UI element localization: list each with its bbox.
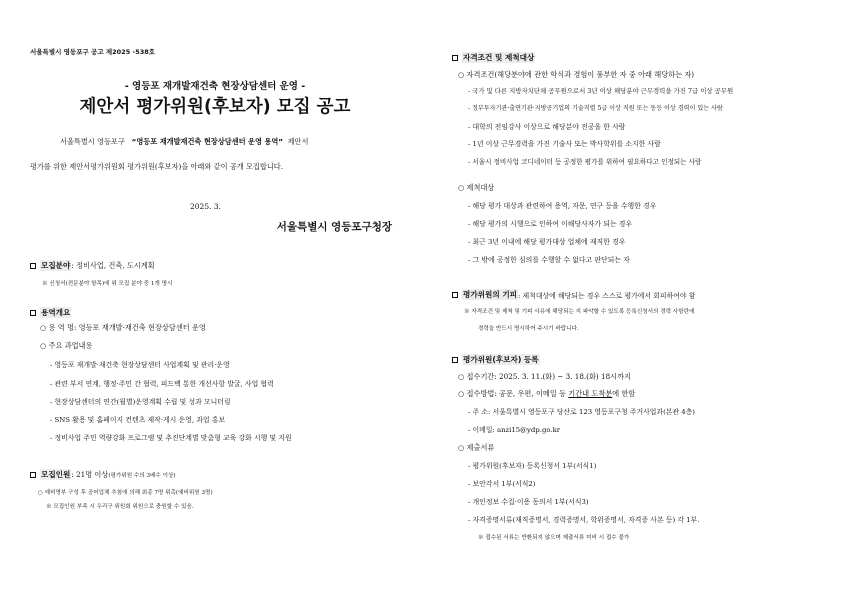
reg-method <box>458 389 635 399</box>
checkbox-square-icon <box>452 55 458 61</box>
reg-email: - 이메일: anzi15@ydp.go.kr <box>468 426 561 434</box>
reg-method-underline: 기간내 도착분 <box>568 389 613 398</box>
doc-item: - 평가위원(후보자) 등록신청서 1부(서식1) <box>468 462 597 470</box>
recruit-count-note-2: ※ 모집인원 부족 시 우리구 위원회 위원으로 충원할 수 있음. <box>46 504 194 510</box>
announce-date: 2025. 3. <box>190 202 222 211</box>
checkbox-square-icon <box>452 357 458 363</box>
reg-method-post: 에 한함 <box>612 389 636 398</box>
checkbox-square-icon <box>30 472 36 478</box>
section-service <box>30 307 71 318</box>
section-value: : 제척대상에 해당되는 경우 스스로 평가에서 회피하여야 함 <box>518 291 696 300</box>
doc-item: - 보안각서 1부(서식2) <box>468 480 536 488</box>
avoidance-note-2: 경력을 반드시 명시하여 주시기 바랍니다. <box>478 326 579 332</box>
excl-title: ○ 제척대상 <box>458 183 495 192</box>
docs-title: ○ 제출서류 <box>458 443 495 452</box>
section-recruit-field <box>30 260 155 271</box>
section-value-small: (평가위원 수의 3배수 이상) <box>108 472 176 479</box>
excl-item: - 해당 평가 대상과 관련하여 용역, 자문, 연구 등을 수행한 경우 <box>468 202 657 210</box>
excl-item: - 그 밖에 공정한 심의를 수행할 수 없다고 판단되는 자 <box>468 256 630 264</box>
cond-item: - 서울시 정비사업 코디네이터 등 공정한 평가를 위하여 필요하다고 인정되는 사람 <box>468 158 702 166</box>
task-item: - 영등포 재개발·재건축 현장상담센터 사업계획 및 관리·운영 <box>50 361 230 369</box>
intro-bold: “영등포 재개발재건축 현장상담센터 운영 용역” <box>131 137 284 146</box>
intro-post: 제안서 <box>287 137 309 146</box>
section-label: 평가위원(후보자) 등록 <box>463 355 539 364</box>
reg-method-pre: ○ 접수방법: 공문, 우편, 이메일 등 <box>458 389 569 398</box>
page-title: 제안서 평가위원(후보자) 모집 공고 <box>79 97 351 117</box>
subtitle: - 영등포 재개발재건축 현장상담센터 운영 - <box>124 81 306 92</box>
doc-item: - 자격증명서류(재직증명서, 경력증명서, 학위증명서, 자격증 사본 등) 각 1부. <box>468 516 700 524</box>
excl-item: - 해당 평가의 시행으로 인하여 이해당사자가 되는 경우 <box>468 220 633 228</box>
section-value: : 21명 이상 <box>71 469 109 479</box>
notice-number: 서울특별시 영등포구 공고 제2025 -538호 <box>30 48 156 56</box>
recruit-field-note: ※ 신청서(전문분야 항목)에 위 모집 분야 중 1개 명시 <box>42 281 173 287</box>
task-item: - 정비사업 주민 역량강화 프로그램 및 추진단계별 맞춤형 교육 강화 시행 및 지원 <box>50 434 292 442</box>
intro-line-2: 평가를 위한 제안서평가위원회 평가위원(후보자)을 아래와 같이 공개 모집합니다. <box>30 162 284 171</box>
section-label: 모집분야 <box>41 261 71 270</box>
task-item: - SNS 활용 및 홈페이지 컨텐츠 제작·게시 운영, 과업 홍보 <box>50 416 226 424</box>
cond-item: - 정부투자기관·출연기관·지방공기업의 기술직렬 5급 이상 직원 또는 동등 이상 경력이 있는 사람 <box>468 105 723 112</box>
section-registration <box>452 354 540 365</box>
reg-address: - 주 소: 서울특별시 영등포구 당산로 123 영등포구청 주거사업과(본관 4층) <box>468 408 695 416</box>
recruit-count-note-1: ○ 예비명부 구성 후 공어업체 추첨에 의해 최종 7명 위촉(예비위원 3명) <box>38 490 213 496</box>
doc-item: - 개인정보 수집·이용 동의서 1부(서식3) <box>468 498 589 506</box>
section-avoidance <box>452 289 695 300</box>
cond-item: - 1년 이상 근무경력을 가진 기술사 또는 박사학위를 소지한 사람 <box>468 140 661 148</box>
reg-period: ○ 접수기간: 2025. 3. 11.(화) ~ 3. 18.(화) 18시까지 <box>458 372 631 381</box>
service-name: ○ 용 역 명: 영등포 재개발·재건축 현장상담센터 운영 <box>40 323 206 332</box>
task-item: - 현장상담센터의 연간(월별)운영계획 수립 및 성과 모니터링 <box>50 398 231 406</box>
cond-item: - 대학의 전임강사 이상으로 해당분야 전공을 한 사람 <box>468 123 626 131</box>
section-qualification <box>452 52 535 63</box>
section-label: 자격조건 및 제척대상 <box>463 53 535 62</box>
cond-title: ○ 자격조건(해당분야에 관한 학식과 경험이 풍부한 자 중 아래 해당하는 자) <box>458 70 695 79</box>
intro-line-1 <box>60 137 308 147</box>
avoidance-note-1: ※ 자격조건 및 제척 및 기피 사유에 해당되는 지 파악할 수 있도록 등록신청서의 경력 사항란에 <box>464 309 695 315</box>
intro-pre: 서울특별시 영등포구 <box>60 137 125 146</box>
cond-item: - 국가 및 다른 지방자치단체 공무원으로서 3년 이상 해당분야 근무경력을 가진 7급 이상 공무원 <box>468 87 734 95</box>
section-recruit-count <box>30 469 176 480</box>
docs-note: ※ 접수된 서류는 반환되지 않으며 제출서류 미비 시 접수 불가 <box>478 535 630 541</box>
task-item: - 관련 부서 연계, 행정·주민 간 협력, 피드백 통한 개선사항 발굴, 사업 협력 <box>50 380 274 388</box>
checkbox-square-icon <box>30 310 36 316</box>
section-label: 평가위원의 기피 <box>463 290 517 299</box>
excl-item: - 최근 3년 이내에 해당 평가대상 업체에 재직한 경우 <box>468 238 626 246</box>
checkbox-square-icon <box>30 263 36 269</box>
tasks-title: ○ 주요 과업내용 <box>40 341 93 350</box>
section-label: 용역개요 <box>41 308 71 317</box>
section-label: 모집인원 <box>41 470 71 479</box>
signer: 서울특별시 영등포구청장 <box>276 221 392 233</box>
section-value: : 정비사업, 건축, 도시계획 <box>71 260 155 270</box>
checkbox-square-icon <box>452 292 458 298</box>
